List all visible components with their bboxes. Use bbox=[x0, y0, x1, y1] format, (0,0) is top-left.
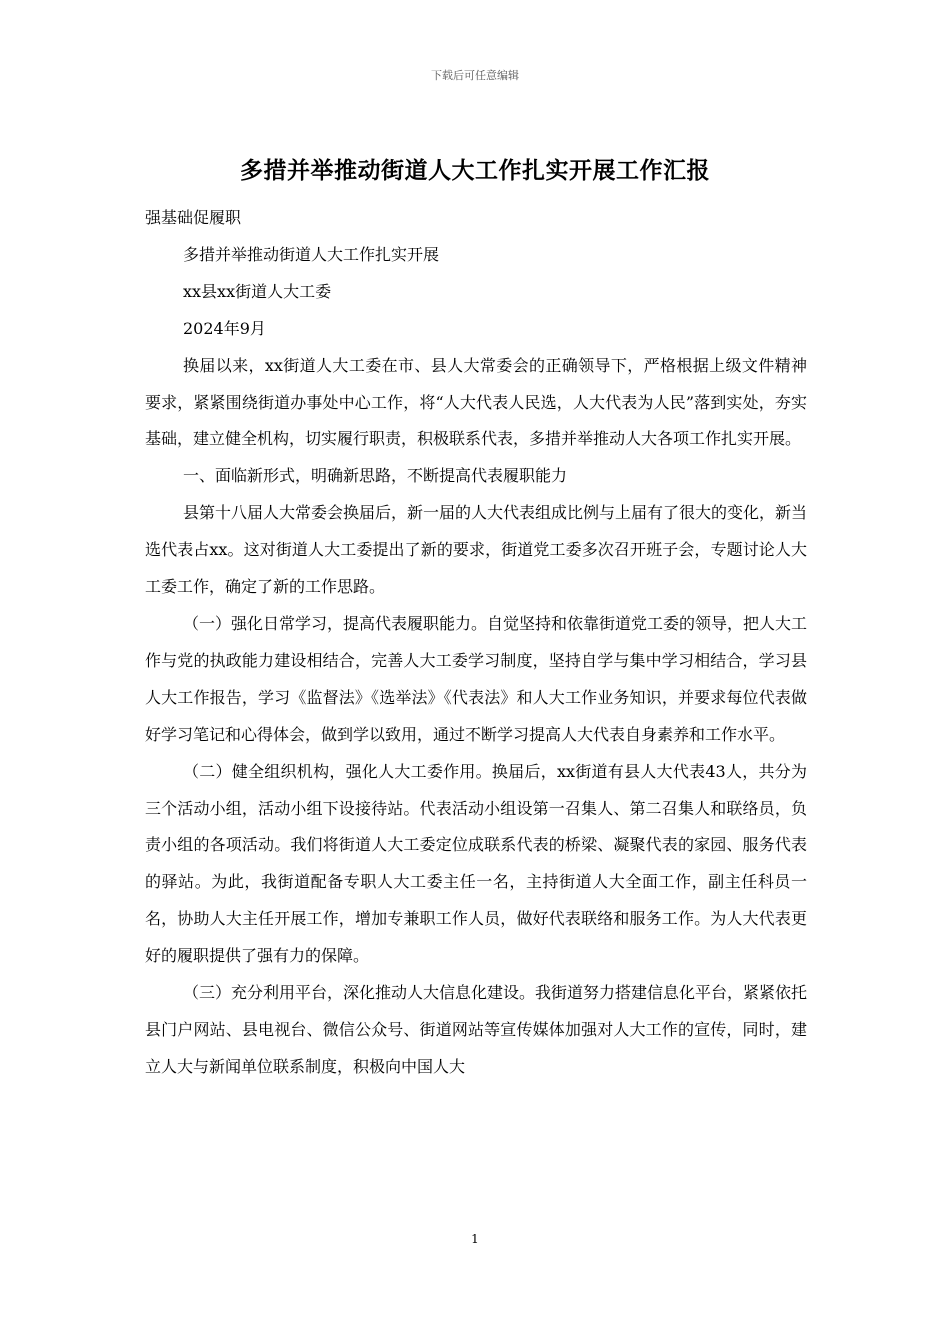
page-number: 1 bbox=[471, 1232, 479, 1246]
paragraph-body: 县第十八届人大常委会换届后，新一届的人大代表组成比例与上届有了很大的变化，新当选代表占xx。这对街道人大工委提出了新的要求，街道党工委多次召开班子会，专题讨论人大工委工作，确定了新的工作思路。 bbox=[145, 503, 808, 597]
document-title: 多措并举推动街道人大工作扎实开展工作汇报 bbox=[240, 157, 710, 184]
section-heading-1: 一、面临新形式，明确新思路，不断提高代表履职能力 bbox=[183, 466, 568, 486]
paragraph-date: 2024年9月 bbox=[183, 318, 266, 338]
paragraph-body: （二）健全组织机构，强化人大工委作用。换届后，xx街道有县人大代表43人，共分为三个活动小组，活动小组下设接待站。代表活动小组设第一召集人、第二召集人和联络员，负责小组的各项活动。我们将街道人大工委定位成联系代表的桥梁、凝聚代表的家园、服务代表的驿站。为此，我街道配备专职人大工委主任一名，主持街道人大全面工作，副主任科员一名，协助人大主任开展工作，增加专兼职工作人员，做好代表联络和服务工作。为人大代表更好的履职提供了强有力的保障。 bbox=[145, 761, 807, 966]
paragraph-heading: 多措并举推动街道人大工作扎实开展 bbox=[183, 244, 440, 264]
paragraph-body: （一）强化日常学习，提高代表履职能力。自觉坚持和依靠街道党工委的领导，把人大工作与党的执政能力建设相结合，完善人大工委学习制度，坚持自学与集中学习相结合，学习县人大工作报告，学习《监督法》《选举法》《代表法》和人大工作业务知识，并要求每位代表做好学习笔记和心得体会，做到学以致用，通过不断学习提高人大代表自身素养和工作水平。 bbox=[145, 613, 808, 744]
paragraph-intro: 换届以来，xx街道人大工委在市、县人大常委会的正确领导下，严格根据上级文件精神要求，紧紧围绕街道办事处中心工作，将“人大代表人民选，人大代表为人民”落到实处，夯实基础，建立健全机构，切实履行职责，积极联系代表，多措并举推动人大各项工作扎实开展。 bbox=[145, 355, 807, 449]
paragraph-subtitle: 强基础促履职 bbox=[145, 208, 242, 227]
page-header-note: 下载后可任意编辑 bbox=[431, 69, 519, 82]
document-body bbox=[145, 200, 807, 1086]
paragraph-author: xx县xx街道人大工委 bbox=[183, 281, 332, 301]
paragraph-body: （三）充分利用平台，深化推动人大信息化建设。我街道努力搭建信息化平台，紧紧依托县门户网站、县电视台、微信公众号、街道网站等宣传媒体加强对人大工作的宣传，同时，建立人大与新闻单位联系制度，积极向中国人大 bbox=[145, 983, 808, 1076]
